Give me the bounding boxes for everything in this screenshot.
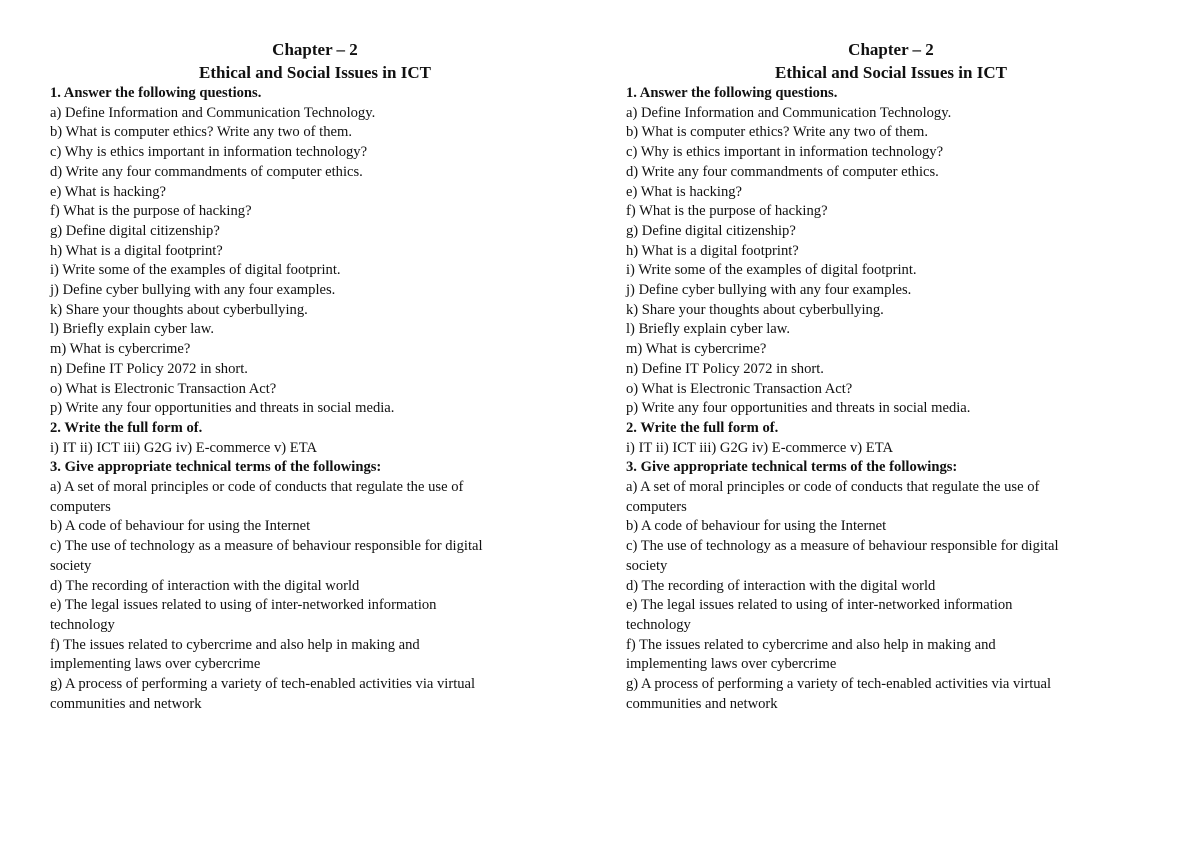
full-form-list: i) IT ii) ICT iii) G2G iv) E-commerce v) ETA [50, 439, 317, 456]
question-item: e) What is hacking? [50, 183, 167, 200]
term-item-line: f) The issues related to cybercrime and also help in making and [626, 636, 996, 653]
question-item: b) What is computer ethics? Write any two of them. [626, 124, 929, 141]
question-item: h) What is a digital footprint? [626, 242, 799, 259]
term-item-line: communities and network [626, 695, 778, 712]
section-3-heading: 3. Give appropriate technical terms of the followings: [50, 459, 382, 476]
question-item: f) What is the purpose of hacking? [626, 203, 828, 220]
question-item: n) Define IT Policy 2072 in short. [50, 360, 248, 377]
term-item-line: society [626, 557, 668, 574]
chapter-number: Chapter – 2 [272, 40, 358, 59]
term-item-line: a) A set of moral principles or code of conducts that regulate the use of [626, 479, 1040, 496]
full-form-list: i) IT ii) ICT iii) G2G iv) E-commerce v) ETA [626, 439, 893, 456]
term-item-line: implementing laws over cybercrime [50, 656, 261, 673]
term-item-line: g) A process of performing a variety of tech-enabled activities via virtual [50, 676, 476, 693]
section-1-heading: 1. Answer the following questions. [50, 85, 262, 101]
question-item: i) Write some of the examples of digital footprint. [626, 262, 917, 279]
question-list [50, 84, 580, 715]
question-item: a) Define Information and Communication Technology. [626, 104, 952, 121]
question-item: j) Define cyber bullying with any four examples. [50, 282, 336, 299]
term-item-line: g) A process of performing a variety of tech-enabled activities via virtual [626, 676, 1052, 693]
question-item: p) Write any four opportunities and threats in social media. [50, 400, 395, 417]
question-item: f) What is the purpose of hacking? [50, 203, 252, 220]
question-item: o) What is Electronic Transaction Act? [626, 380, 853, 397]
term-item-line: e) The legal issues related to using of inter-networked information [626, 597, 1013, 614]
question-item: m) What is cybercrime? [50, 341, 191, 358]
question-item: h) What is a digital footprint? [50, 242, 223, 259]
right-worksheet [626, 38, 1156, 715]
term-item-line: technology [626, 616, 691, 633]
term-item-line: b) A code of behaviour for using the Internet [50, 518, 311, 535]
question-item: c) Why is ethics important in information technology? [50, 144, 368, 161]
question-item: a) Define Information and Communication Technology. [50, 104, 376, 121]
question-item: m) What is cybercrime? [626, 341, 767, 358]
term-item-line: a) A set of moral principles or code of conducts that regulate the use of [50, 479, 464, 496]
question-item: c) Why is ethics important in information technology? [626, 144, 944, 161]
section-2-heading: 2. Write the full form of. [626, 419, 779, 436]
question-item: l) Briefly explain cyber law. [626, 321, 790, 338]
term-item-line: communities and network [50, 695, 202, 712]
term-item-line: d) The recording of interaction with the digital world [626, 577, 936, 594]
section-3-heading: 3. Give appropriate technical terms of the followings: [626, 459, 958, 476]
question-item: g) Define digital citizenship? [626, 222, 796, 239]
term-item-line: implementing laws over cybercrime [626, 656, 837, 673]
question-item: p) Write any four opportunities and threats in social media. [626, 400, 971, 417]
term-item-line: b) A code of behaviour for using the Internet [626, 518, 887, 535]
question-item: k) Share your thoughts about cyberbullying. [50, 301, 308, 318]
term-item-line: c) The use of technology as a measure of behaviour responsible for digital [50, 538, 483, 555]
question-item: b) What is computer ethics? Write any two of them. [50, 124, 353, 141]
question-item: l) Briefly explain cyber law. [50, 321, 214, 338]
question-item: g) Define digital citizenship? [50, 222, 220, 239]
question-item: j) Define cyber bullying with any four examples. [626, 282, 912, 299]
chapter-title: Ethical and Social Issues in ICT [199, 63, 431, 82]
term-item-line: f) The issues related to cybercrime and also help in making and [50, 636, 420, 653]
question-item: o) What is Electronic Transaction Act? [50, 380, 277, 397]
chapter-number: Chapter – 2 [848, 40, 934, 59]
question-item: k) Share your thoughts about cyberbullying. [626, 301, 884, 318]
question-item: n) Define IT Policy 2072 in short. [626, 360, 824, 377]
question-item: d) Write any four commandments of computer ethics. [50, 163, 363, 180]
chapter-title: Ethical and Social Issues in ICT [775, 63, 1007, 82]
term-item-line: c) The use of technology as a measure of behaviour responsible for digital [626, 538, 1059, 555]
term-item-line: computers [626, 498, 687, 515]
section-1-heading: 1. Answer the following questions. [626, 85, 838, 101]
term-item-line: d) The recording of interaction with the digital world [50, 577, 360, 594]
question-item: d) Write any four commandments of computer ethics. [626, 163, 939, 180]
left-worksheet [50, 38, 580, 715]
term-item-line: society [50, 557, 92, 574]
question-list [626, 84, 1156, 715]
term-item-line: technology [50, 616, 115, 633]
question-item: e) What is hacking? [626, 183, 743, 200]
section-2-heading: 2. Write the full form of. [50, 419, 203, 436]
term-item-line: e) The legal issues related to using of inter-networked information [50, 597, 437, 614]
term-item-line: computers [50, 498, 111, 515]
question-item: i) Write some of the examples of digital footprint. [50, 262, 341, 279]
